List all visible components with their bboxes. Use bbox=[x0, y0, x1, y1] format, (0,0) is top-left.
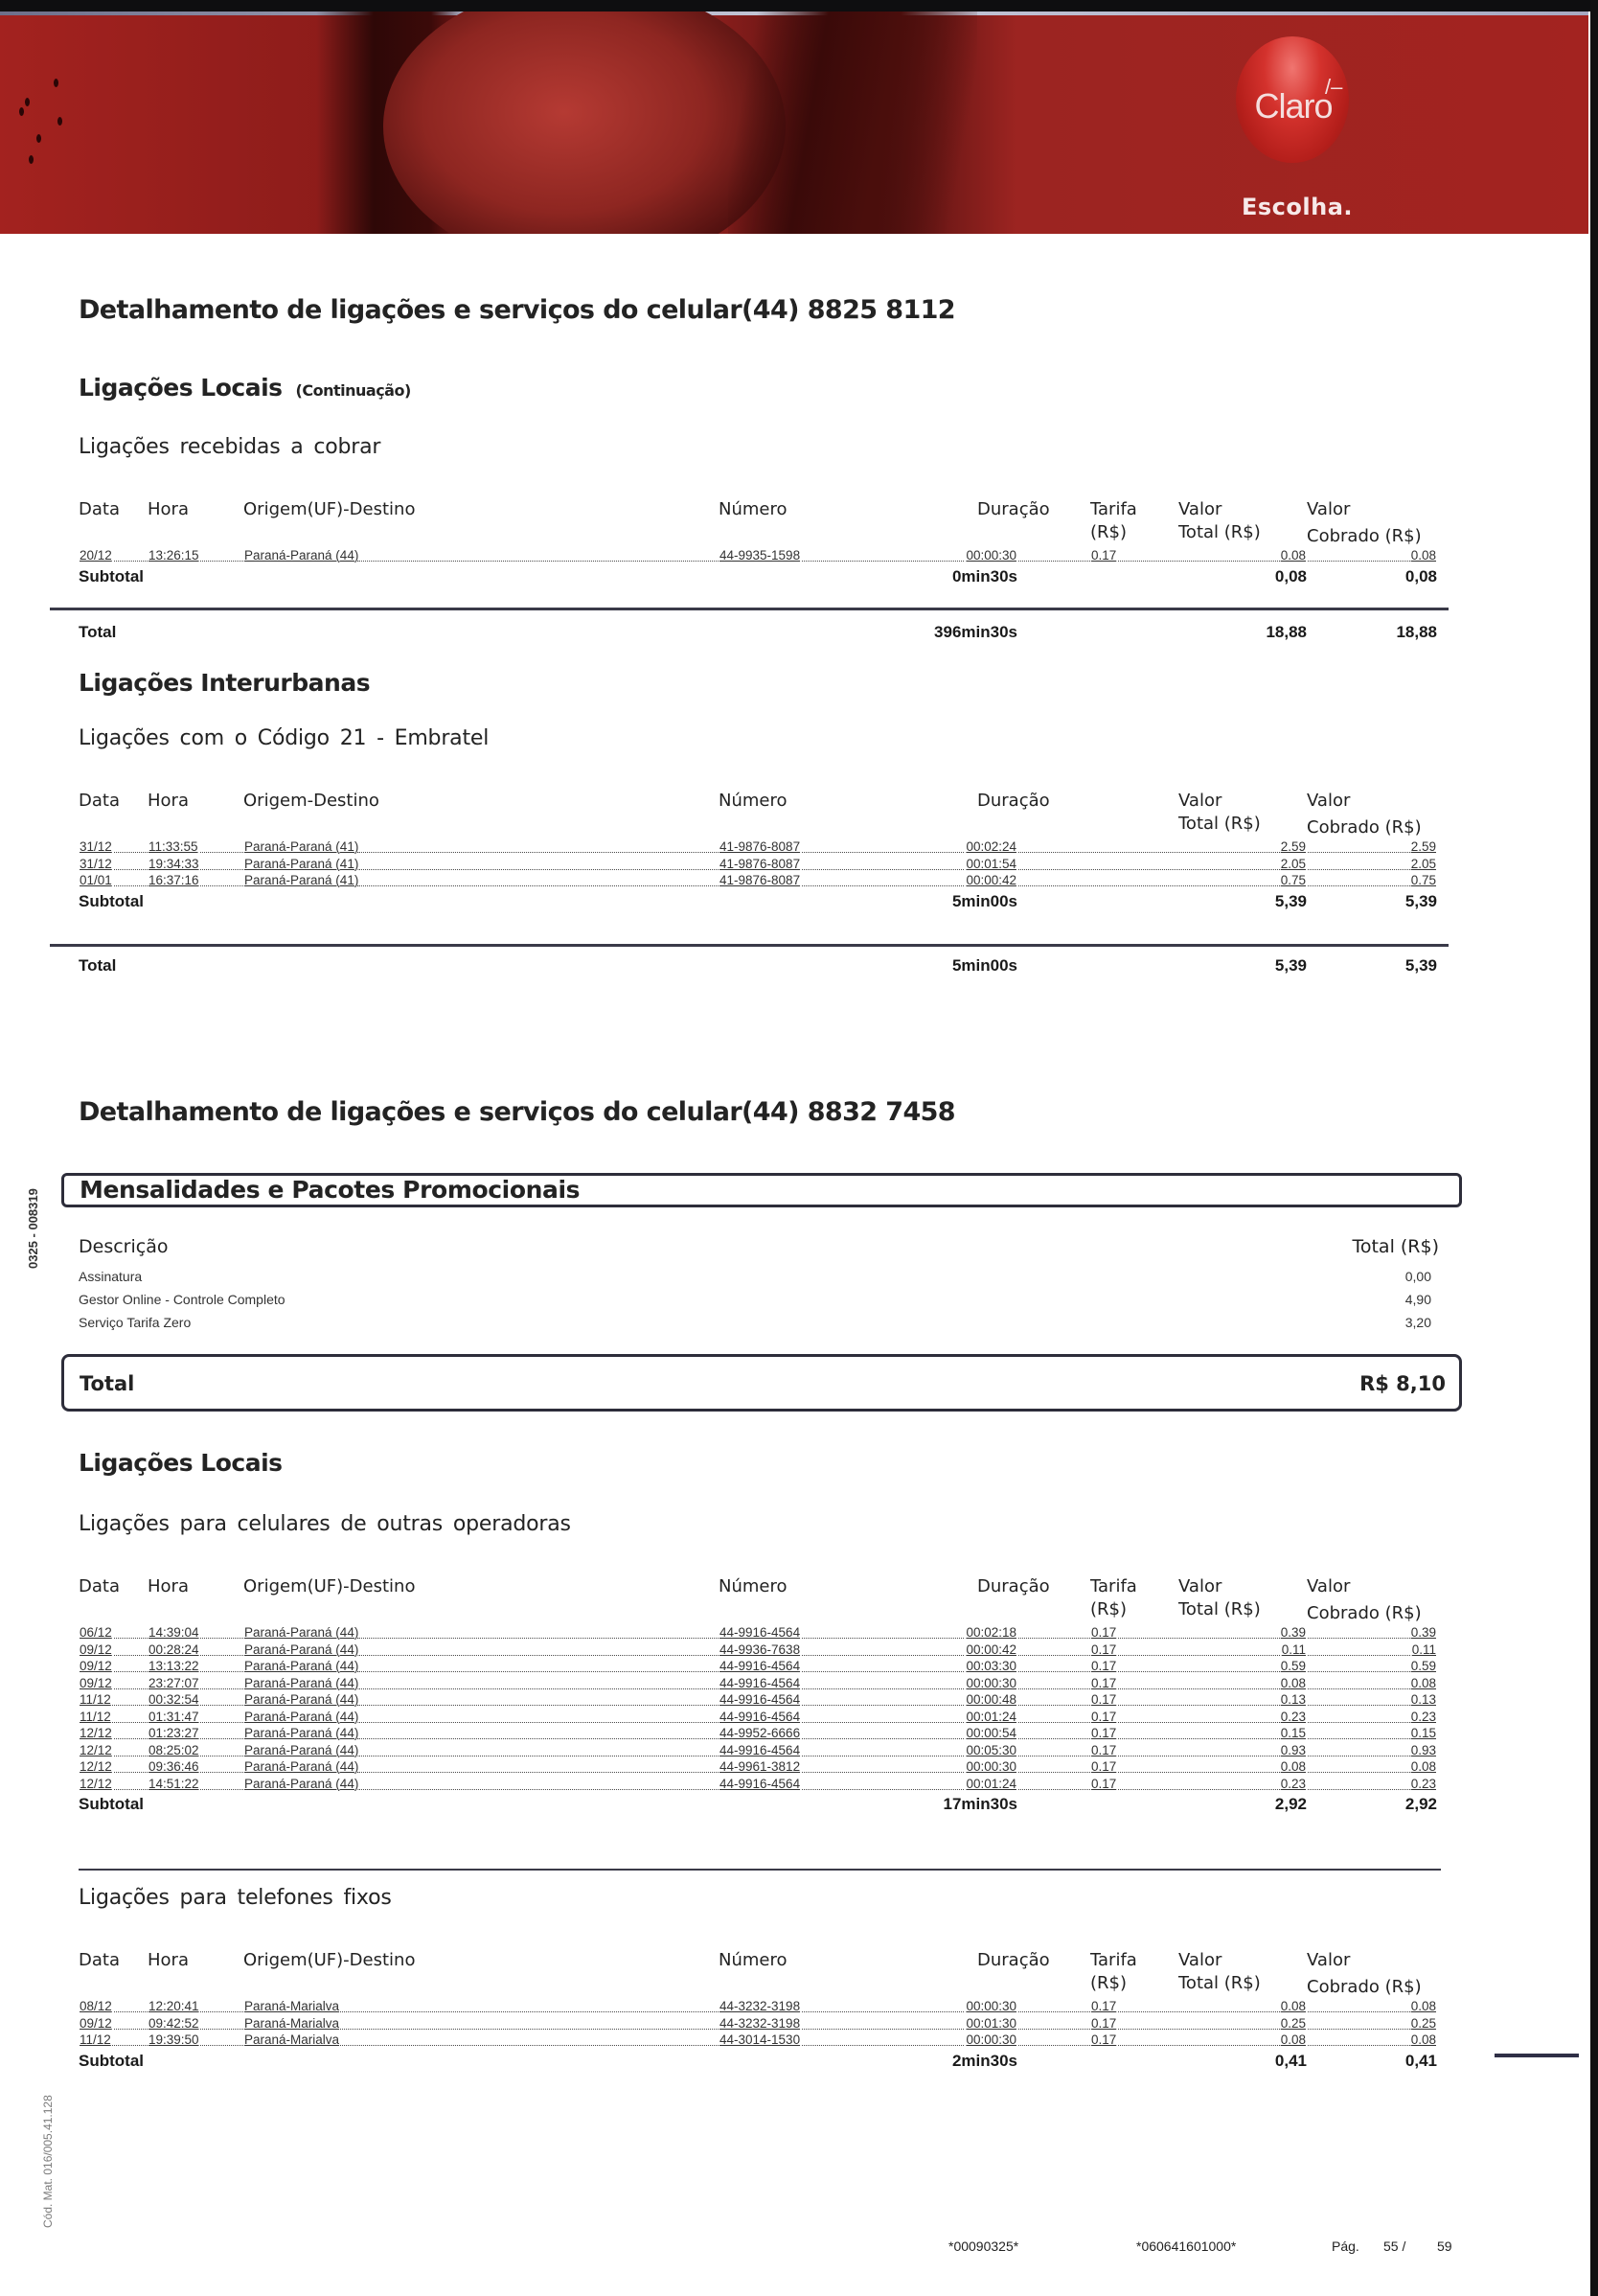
cell-tarifa: 0.17 bbox=[1091, 1742, 1117, 1757]
cell-valor-cobrado: 0.08 bbox=[1410, 1759, 1436, 1774]
cell-valor-total: 0.23 bbox=[1280, 1709, 1306, 1724]
side-material-code: Cód. Mat. 016/005.41.128 bbox=[41, 2095, 55, 2228]
long-distance-heading: Ligações Interurbanas bbox=[79, 669, 371, 697]
page-current: 55 / bbox=[1383, 2239, 1406, 2254]
table-header: Data Hora Origem(UF)-Destino Número Duração Tarifa (R$) Valor Total (R$) Valor Cobrado (R$) bbox=[79, 1950, 1422, 1997]
fold-mark bbox=[1495, 2054, 1579, 2057]
fees-total-label: Total bbox=[80, 1372, 135, 1395]
subtotal-row: Subtotal 2min30s 0,41 0,41 bbox=[79, 2051, 1437, 2070]
barcode-text-2: *060641601000* bbox=[1136, 2239, 1237, 2254]
cell-origem: Paraná-Marialva bbox=[244, 2015, 340, 2031]
fees-total-box bbox=[61, 1354, 1462, 1412]
local-calls-heading-2: Ligações Locais bbox=[79, 1449, 283, 1477]
cell-numero: 44-3232-3198 bbox=[719, 2015, 801, 2031]
subtotal-row: Subtotal 5min00s 5,39 5,39 bbox=[79, 891, 1437, 910]
cell-valor-total: 0.08 bbox=[1280, 1675, 1306, 1690]
cell-numero: 44-9916-4564 bbox=[719, 1776, 801, 1791]
local-total bbox=[79, 621, 1439, 646]
local-calls-heading: Ligações Locais (Continuação) bbox=[79, 374, 411, 402]
table-row bbox=[79, 1642, 1439, 1660]
side-document-code: 0325 - 008319 bbox=[26, 1188, 40, 1269]
cell-origem: Paraná-Paraná (44) bbox=[244, 1726, 359, 1740]
page-label: Pág. bbox=[1332, 2239, 1359, 2254]
banner-photo-arm bbox=[728, 11, 977, 234]
cell-date: 12/12 bbox=[80, 1759, 112, 1774]
table-header: Data Hora Origem-Destino Número Duração Valor Total (R$) Valor Cobrado (R$) bbox=[79, 791, 1422, 838]
embratel-subheading: Ligações com o Código 21 - Embratel bbox=[79, 726, 490, 750]
logo-rays-icon: /– bbox=[1325, 75, 1343, 99]
continuation-note: (Continuação) bbox=[295, 381, 411, 400]
cell-duracao: 00:00:30 bbox=[966, 1999, 1016, 2013]
cell-tarifa: 0.17 bbox=[1091, 1776, 1117, 1791]
cell-numero: 44-9916-4564 bbox=[719, 1692, 801, 1707]
cell-date: 12/12 bbox=[80, 1742, 112, 1757]
cell-origem: Paraná-Paraná (44) bbox=[244, 1659, 359, 1673]
cell-tarifa: 0.17 bbox=[1091, 1999, 1117, 2013]
divider bbox=[79, 1869, 1441, 1871]
cell-valor-total: 0.59 bbox=[1280, 1659, 1306, 1673]
cell-valor-cobrado: 0.39 bbox=[1410, 1625, 1436, 1640]
table-row bbox=[79, 1726, 1439, 1743]
cell-duracao: 00:05:30 bbox=[966, 1742, 1016, 1757]
cell-hora: 00:28:24 bbox=[148, 1642, 199, 1657]
cell-tarifa: 0.17 bbox=[1091, 1759, 1117, 1774]
mobile-calls-rows bbox=[79, 1625, 1439, 1793]
cell-hora: 14:39:04 bbox=[148, 1625, 199, 1640]
cell-valor-cobrado: 0.08 bbox=[1410, 2032, 1436, 2047]
divider bbox=[50, 944, 1449, 947]
cell-origem: Paraná-Marialva bbox=[244, 2032, 340, 2047]
cell-numero: 44-9916-4564 bbox=[719, 1625, 801, 1640]
cell-numero: 44-9916-4564 bbox=[719, 1659, 801, 1673]
cell-duracao: 00:00:30 bbox=[966, 1675, 1016, 1690]
cell-hora: 13:13:22 bbox=[148, 1659, 199, 1673]
cell-valor-cobrado: 0.15 bbox=[1410, 1726, 1436, 1740]
cell-valor-cobrado: 0.23 bbox=[1410, 1776, 1436, 1791]
cell-date: 09/12 bbox=[80, 1675, 112, 1690]
cell-numero: 44-9961-3812 bbox=[719, 1759, 801, 1774]
cell-duracao: 00:00:30 bbox=[966, 2032, 1016, 2047]
cell-hora: 12:20:41 bbox=[148, 1999, 199, 2013]
monthly-fees-box bbox=[61, 1173, 1462, 1207]
cell-numero: 44-3014-1530 bbox=[719, 2032, 801, 2047]
cell-numero: 44-9916-4564 bbox=[719, 1709, 801, 1724]
cell-tarifa: 0.17 bbox=[1091, 1659, 1117, 1673]
cell-origem: Paraná-Paraná (44) bbox=[244, 1742, 359, 1757]
cell-date: 12/12 bbox=[80, 1776, 112, 1791]
cell-valor-cobrado: 0.08 bbox=[1410, 1675, 1436, 1690]
cell-tarifa: 0.17 bbox=[1091, 1709, 1117, 1724]
fees-total-value: R$ 8,10 bbox=[1359, 1372, 1446, 1395]
cell-duracao: 00:00:54 bbox=[966, 1726, 1016, 1740]
table-row bbox=[79, 2032, 1439, 2050]
cell-hora: 01:31:47 bbox=[148, 1709, 199, 1724]
cell-duracao: 00:01:24 bbox=[966, 1776, 1016, 1791]
cell-numero: 44-9936-7638 bbox=[719, 1642, 801, 1657]
divider bbox=[50, 608, 1449, 610]
embratel-calls-table bbox=[79, 788, 1439, 915]
landline-calls-table bbox=[79, 1947, 1439, 2075]
cell-duracao: 00:00:42 bbox=[966, 1642, 1016, 1657]
cell-valor-total: 0.23 bbox=[1280, 1776, 1306, 1791]
cell-valor-cobrado: 0.08 bbox=[1410, 1999, 1436, 2013]
cell-hora: 01:23:27 bbox=[148, 1726, 199, 1740]
mobile-calls-subheading: Ligações para celulares de outras operadoras bbox=[79, 1512, 571, 1536]
cell-tarifa: 0.17 bbox=[1091, 1726, 1117, 1740]
cell-date: 06/12 bbox=[80, 1625, 112, 1640]
section-title-8832: Detalhamento de ligações e serviços do celular(44) 8832 7458 bbox=[79, 1097, 955, 1127]
monthly-fees-heading: Mensalidades e Pacotes Promocionais bbox=[80, 1176, 581, 1204]
cell-valor-total: 0.93 bbox=[1280, 1742, 1306, 1757]
subtotal-row: Subtotal 0min30s 0,08 0,08 bbox=[79, 566, 1437, 585]
cell-valor-cobrado: 0.23 bbox=[1410, 1709, 1436, 1724]
page-total: 59 bbox=[1437, 2239, 1452, 2254]
table-row bbox=[79, 1659, 1439, 1676]
cell-date: 11/12 bbox=[80, 2032, 111, 2047]
cell-valor-total: 0.15 bbox=[1280, 1726, 1306, 1740]
cell-numero: 44-3232-3198 bbox=[719, 1999, 801, 2013]
table-row bbox=[79, 1692, 1439, 1710]
cell-duracao: 00:00:30 bbox=[966, 1759, 1016, 1774]
cell-valor-total: 0.08 bbox=[1280, 2032, 1306, 2047]
table-header: Data Hora Origem(UF)-Destino Número Duração Tarifa (R$) Valor Total (R$) Valor Cobrado (R$) bbox=[79, 499, 1422, 546]
cell-duracao: 00:01:24 bbox=[966, 1709, 1016, 1724]
cell-tarifa: 0.17 bbox=[1091, 1692, 1117, 1707]
cell-valor-total: 0.39 bbox=[1280, 1625, 1306, 1640]
cell-valor-cobrado: 0.93 bbox=[1410, 1742, 1436, 1757]
cell-valor-total: 0.11 bbox=[1281, 1642, 1306, 1657]
cell-valor-cobrado: 0.25 bbox=[1410, 2015, 1436, 2031]
table-header: Data Hora Origem(UF)-Destino Número Duração Tarifa (R$) Valor Total (R$) Valor Cobrado (R$) bbox=[79, 1576, 1422, 1623]
cell-origem: Paraná-Paraná (44) bbox=[244, 1642, 359, 1657]
table-row: 31/12 11:33:55 Paraná-Paraná (41) 41-9876-8087 00:02:24 2.59 2.59 bbox=[80, 839, 1436, 854]
cell-hora: 23:27:07 bbox=[148, 1675, 199, 1690]
cell-tarifa: 0.17 bbox=[1091, 2015, 1117, 2031]
cell-duracao: 00:03:30 bbox=[966, 1659, 1016, 1673]
cell-valor-total: 0.13 bbox=[1280, 1692, 1306, 1707]
total-row: Total 5min00s 5,39 5,39 bbox=[79, 956, 1437, 975]
table-row bbox=[79, 1710, 1439, 1727]
cell-hora: 00:32:54 bbox=[148, 1692, 199, 1707]
cell-valor-cobrado: 0.11 bbox=[1411, 1642, 1436, 1657]
brand-logo-text: Claro bbox=[1254, 86, 1333, 126]
banner-photo-face bbox=[383, 11, 786, 234]
table-row bbox=[79, 1676, 1439, 1693]
landline-calls-subheading: Ligações para telefones fixos bbox=[79, 1886, 392, 1910]
cell-origem: Paraná-Paraná (44) bbox=[244, 1759, 359, 1774]
cell-origem: Paraná-Paraná (44) bbox=[244, 1625, 359, 1640]
collect-calls-table bbox=[79, 496, 1439, 590]
barcode-text-1: *00090325* bbox=[948, 2239, 1019, 2254]
cell-hora: 14:51:22 bbox=[148, 1776, 199, 1791]
cell-origem: Paraná-Paraná (44) bbox=[244, 1675, 359, 1690]
cell-numero: 44-9916-4564 bbox=[719, 1742, 801, 1757]
subtotal-row: Subtotal 17min30s 2,92 2,92 bbox=[79, 1795, 1437, 1813]
scan-edge bbox=[1590, 0, 1598, 2296]
table-row bbox=[79, 1743, 1439, 1760]
cell-date: 11/12 bbox=[80, 1692, 111, 1707]
cell-valor-total: 0.08 bbox=[1280, 1759, 1306, 1774]
cell-date: 09/12 bbox=[80, 2015, 112, 2031]
table-row bbox=[79, 1625, 1439, 1642]
cell-tarifa: 0.17 bbox=[1091, 2032, 1117, 2047]
cell-date: 08/12 bbox=[80, 1999, 112, 2013]
cell-hora: 09:36:46 bbox=[148, 1759, 199, 1774]
table-row: 31/12 19:34:33 Paraná-Paraná (41) 41-9876-8087 00:01:54 2.05 2.05 bbox=[80, 856, 1436, 871]
cell-valor-cobrado: 0.59 bbox=[1410, 1659, 1436, 1673]
cell-valor-total: 0.08 bbox=[1280, 1999, 1306, 2013]
total-row: Total 396min30s 18,88 18,88 bbox=[79, 623, 1437, 641]
header-banner bbox=[0, 11, 1588, 234]
cell-duracao: 00:02:18 bbox=[966, 1625, 1016, 1640]
cell-date: 09/12 bbox=[80, 1659, 112, 1673]
table-row bbox=[79, 1759, 1439, 1777]
cell-date: 09/12 bbox=[80, 1642, 112, 1657]
cell-tarifa: 0.17 bbox=[1091, 1625, 1117, 1640]
cell-date: 11/12 bbox=[80, 1709, 111, 1724]
table-row bbox=[79, 1999, 1439, 2016]
cell-duracao: 00:00:48 bbox=[966, 1692, 1016, 1707]
cell-origem: Paraná-Paraná (44) bbox=[244, 1709, 359, 1724]
cell-tarifa: 0.17 bbox=[1091, 1675, 1117, 1690]
cell-numero: 44-9952-6666 bbox=[719, 1726, 801, 1740]
table-row bbox=[79, 1777, 1439, 1794]
cell-hora: 09:42:52 bbox=[148, 2015, 199, 2031]
top-edge bbox=[0, 0, 1598, 11]
collect-calls-subheading: Ligações recebidas a cobrar bbox=[79, 435, 381, 459]
cell-origem: Paraná-Paraná (44) bbox=[244, 1692, 359, 1707]
cell-duracao: 00:01:30 bbox=[966, 2015, 1016, 2031]
cell-hora: 08:25:02 bbox=[148, 1742, 199, 1757]
cell-origem: Paraná-Marialva bbox=[244, 1999, 340, 2013]
table-row: 01/01 16:37:16 Paraná-Paraná (41) 41-9876-8087 00:00:42 0.75 0.75 bbox=[80, 873, 1436, 887]
long-distance-total bbox=[79, 954, 1439, 979]
cell-hora: 19:39:50 bbox=[148, 2032, 199, 2047]
cell-date: 12/12 bbox=[80, 1726, 112, 1740]
section-title-8825: Detalhamento de ligações e serviços do celular(44) 8825 8112 bbox=[79, 295, 955, 325]
cell-valor-cobrado: 0.13 bbox=[1410, 1692, 1436, 1707]
table-row bbox=[79, 2016, 1439, 2033]
brand-tagline: Escolha. bbox=[1242, 194, 1354, 220]
cell-tarifa: 0.17 bbox=[1091, 1642, 1117, 1657]
cell-origem: Paraná-Paraná (44) bbox=[244, 1776, 359, 1791]
mobile-calls-table bbox=[79, 1573, 1439, 1818]
cell-numero: 44-9916-4564 bbox=[719, 1675, 801, 1690]
landline-calls-rows bbox=[79, 1999, 1439, 2050]
cell-valor-total: 0.25 bbox=[1280, 2015, 1306, 2031]
table-row: 20/12 13:26:15 Paraná-Paraná (44) 44-9935-1598 00:00:30 0.17 0.08 0.08 bbox=[80, 548, 1436, 563]
